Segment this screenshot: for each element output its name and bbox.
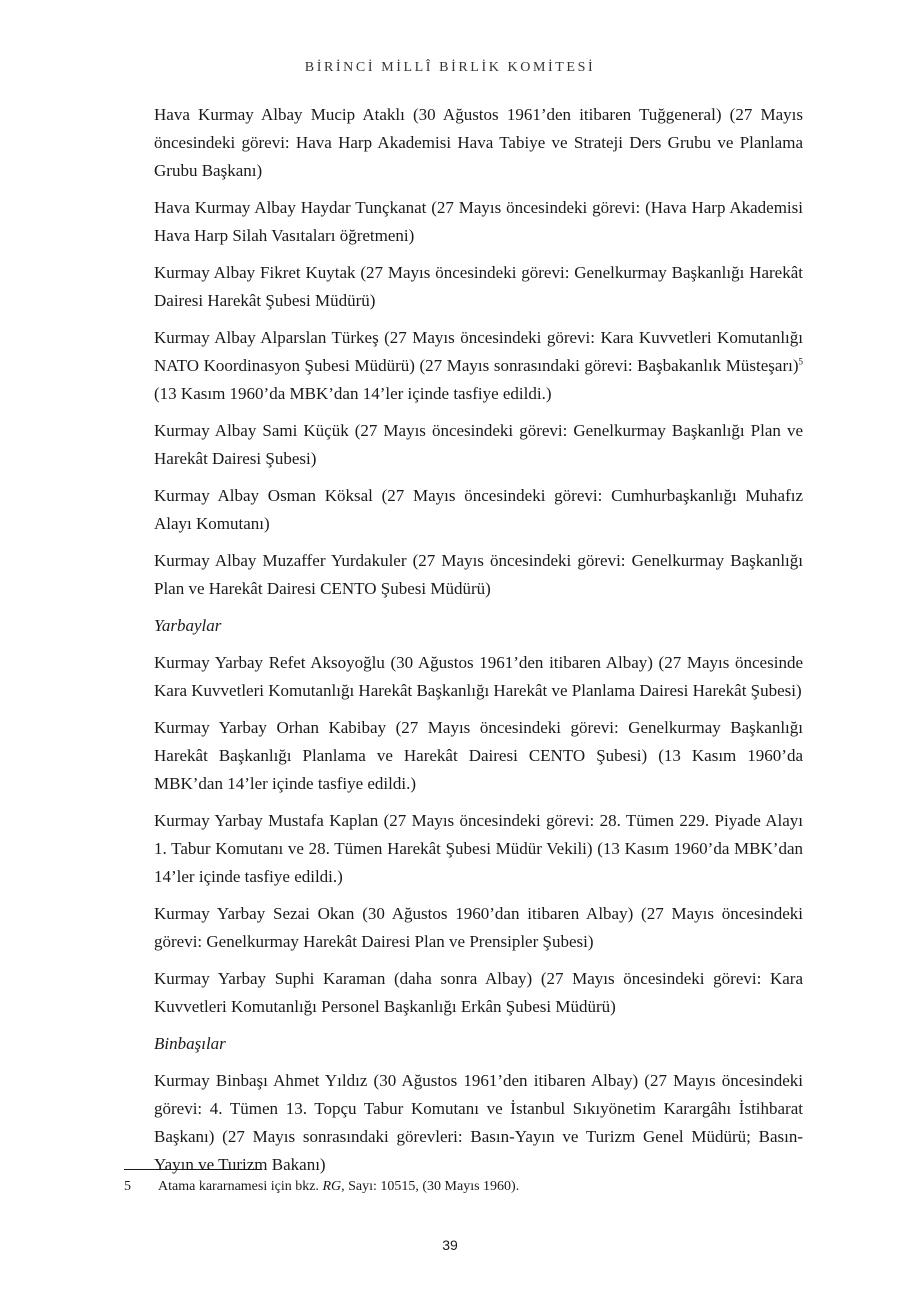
entry-fikret-kuytak: Kurmay Albay Fikret Kuytak (27 Mayıs öncesindeki görevi: Genelkurmay Başkanlığı Harekât Dairesi Harekât Şubesi Müdürü) bbox=[154, 263, 803, 310]
entry-suphi-karaman: Kurmay Yarbay Suphi Karaman (daha sonra Albay) (27 Mayıs öncesindeki görevi: Kara Kuvvetleri Komutanlığı Personel Başkanlığı Erkân Şubesi Müdürü) bbox=[154, 969, 803, 1016]
running-header: BİRİNCİ MİLLÎ BİRLİK KOMİTESİ bbox=[304, 60, 596, 75]
entry-mucip-atakli: Hava Kurmay Albay Mucip Ataklı (30 Ağustos 1961’den itibaren Tuğgeneral) (27 Mayıs öncesindeki görevi: Hava Harp Akademisi Hava Tabiye ve Strateji Ders Grubu ve Planlama Grubu Başkanı) bbox=[154, 105, 803, 180]
footnote-source-abbreviation: RG bbox=[322, 1179, 342, 1194]
entry-ahmet-yildiz: Kurmay Binbaşı Ahmet Yıldız (30 Ağustos 1961’den itibaren Albay) (27 Mayıs öncesindeki görevi: 4. Tümen 13. Topçu Tabur Komutanı ve İstanbul Sıkıyönetim Karargâhı İstihbarat Başkanı) (27 Mayıs sonrasındaki görevleri: Basın-Yayın ve Turizm Genel Müdürü; Basın-Yayın ve Turizm Bakanı) bbox=[154, 1071, 803, 1174]
entry-muzaffer-yurdakuler: Kurmay Albay Muzaffer Yurdakuler (27 Mayıs öncesindeki görevi: Genelkurmay Başkanlığı Plan ve Harekât Dairesi CENTO Şubesi Müdürü) bbox=[154, 551, 803, 598]
page-number: 39 bbox=[442, 1237, 458, 1253]
entry-text: Kurmay Albay Alparslan Türkeş (27 Mayıs öncesindeki görevi: Kara Kuvvetleri Komutanlığı NATO Koordinasyon Şubesi Müdürü) (27 Mayıs sonrasındaki görevi: Başbakanlık Müsteşarı) bbox=[154, 328, 803, 375]
entry-text-continued: (13 Kasım 1960’da MBK’dan 14’ler içinde tasfiye edildi.) bbox=[154, 384, 552, 403]
entry-alparslan-turkes bbox=[154, 324, 803, 408]
entry-orhan-kabibay: Kurmay Yarbay Orhan Kabibay (27 Mayıs öncesindeki görevi: Genelkurmay Başkanlığı Harekât Başkanlığı Planlama ve Harekât Dairesi CENTO Şubesi) (13 Kasım 1960’da MBK’dan 14’ler içinde tasfiye edildi.) bbox=[154, 718, 803, 793]
footnote-text-continued: , Sayı: 10515, (30 Mayıs 1960). bbox=[341, 1179, 520, 1194]
footnote-text: Atama kararnamesi için bkz. bbox=[158, 1179, 323, 1194]
entry-haydar-tunckanat: Hava Kurmay Albay Haydar Tunçkanat (27 Mayıs öncesindeki görevi: (Hava Harp Akademisi Hava Harp Silah Vasıtaları öğretmeni) bbox=[154, 198, 803, 245]
entry-sami-kucuk: Kurmay Albay Sami Küçük (27 Mayıs öncesindeki görevi: Genelkurmay Başkanlığı Plan ve Harekât Dairesi Şubesi) bbox=[154, 421, 803, 468]
footnote-divider bbox=[124, 1169, 262, 1170]
entry-mustafa-kaplan: Kurmay Yarbay Mustafa Kaplan (27 Mayıs öncesindeki görevi: 28. Tümen 229. Piyade Alayı 1. Tabur Komutanı ve 28. Tümen Harekât Şubesi Müdür Vekili) (13 Kasım 1960’da MBK’dan 14’ler içinde tasfiye edildi.) bbox=[154, 811, 803, 886]
entry-sezai-okan: Kurmay Yarbay Sezai Okan (30 Ağustos 1960’dan itibaren Albay) (27 Mayıs öncesindeki görevi: Genelkurmay Harekât Dairesi Plan ve Prensipler Şubesi) bbox=[154, 904, 803, 951]
page-body bbox=[154, 101, 803, 1188]
footnote-number: 5 bbox=[124, 1179, 131, 1194]
footnote bbox=[124, 1176, 804, 1198]
entry-osman-koksal: Kurmay Albay Osman Köksal (27 Mayıs öncesindeki görevi: Cumhurbaşkanlığı Muhafız Alayı Komutanı) bbox=[154, 486, 803, 533]
section-heading-binbasilar: Binbaşılar bbox=[154, 1034, 226, 1053]
section-heading-yarbaylar: Yarbaylar bbox=[154, 616, 222, 635]
entry-refet-aksoyoglu: Kurmay Yarbay Refet Aksoyoğlu (30 Ağustos 1961’den itibaren Albay) (27 Mayıs öncesinde Kara Kuvvetleri Komutanlığı Harekât Başkanlığı Harekât ve Planlama Dairesi Harekât Şubesi) bbox=[154, 653, 803, 700]
footnote-reference[interactable]: 5 bbox=[798, 356, 803, 367]
